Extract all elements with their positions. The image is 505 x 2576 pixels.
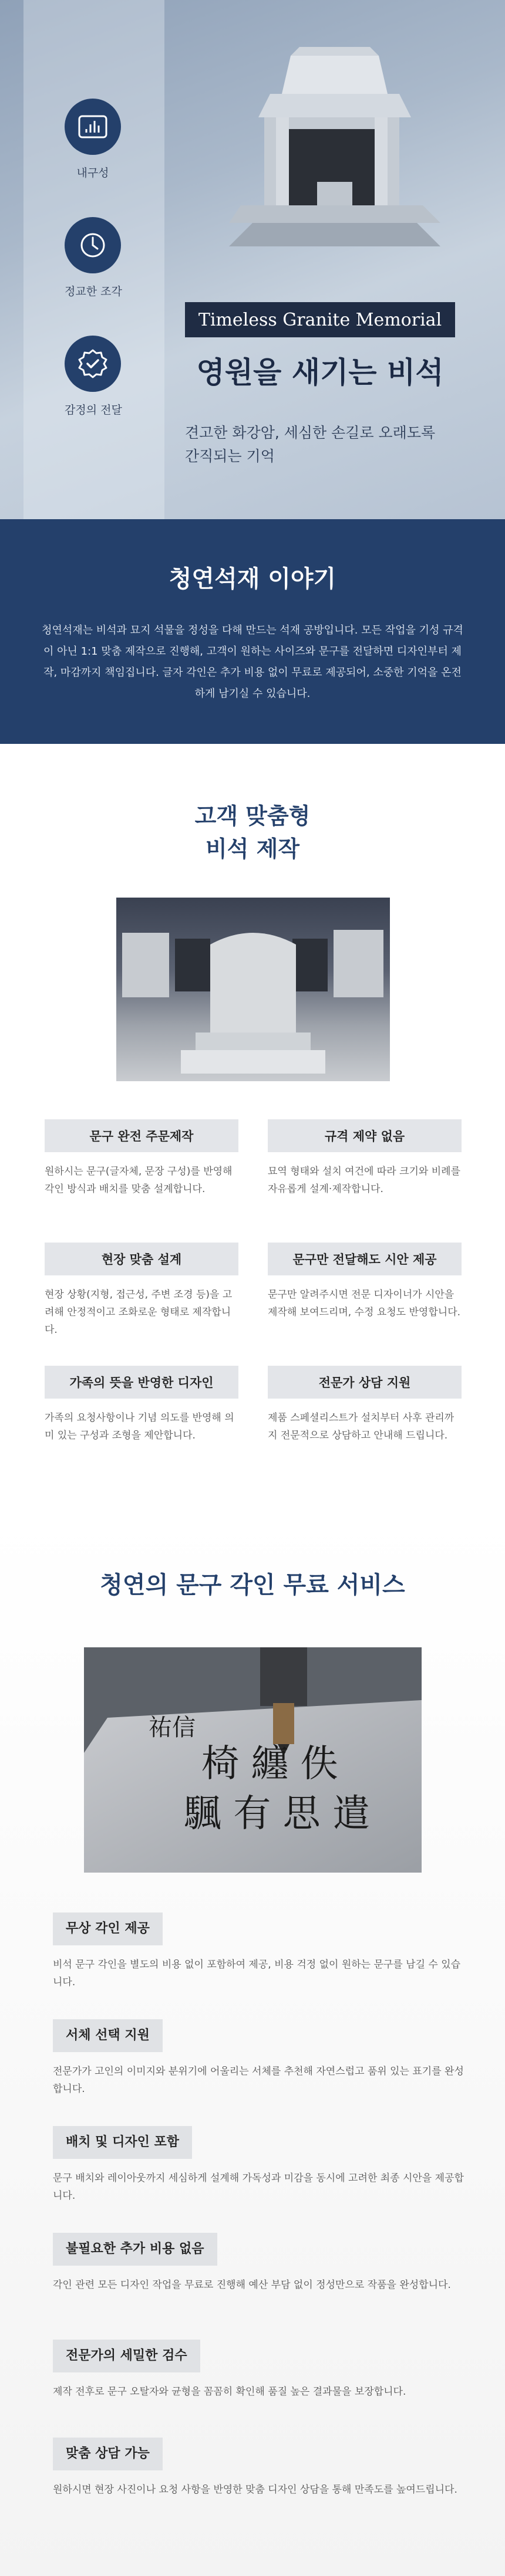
feature-precision [65,217,121,299]
dial-clock-icon [65,217,121,273]
custom-title-line: 비석 제작 [205,836,300,862]
hero-tag: Timeless Granite Memorial [185,302,455,337]
service-item-text: 각인 관련 모든 디자인 작업을 무료로 진행해 예산 부담 없이 정성만으로 작품을 완성합니다. [53,2279,451,2291]
feature-card [268,1119,462,1198]
service-item-text: 전문가가 고인의 이미지와 분위기에 어울리는 서체를 추천해 자연스럽고 품위 있는 표기를 완성합니다. [53,2066,464,2095]
service-item-title: 배치 및 디자인 포함 [53,2126,192,2159]
feature-card [45,1243,238,1339]
feature-card-text: 가족의 요청사항이나 기념 의도를 반영해 의미 있는 구성과 조형을 제안합니다. [45,1412,234,1441]
hero-subtitle [185,421,490,468]
story-section [0,519,505,744]
feature-card-title: 규격 제약 없음 [268,1119,462,1152]
feature-label: 감정의 전달 [65,404,122,417]
engraving-text-top: 祐信 [149,1714,196,1741]
feature-card [268,1243,462,1321]
service-item-text: 비석 문구 각인을 별도의 비용 없이 포함하여 제공, 비용 걱정 없이 원하는 문구를 남길 수 있습니다. [53,1959,461,1988]
feature-card-text: 현장 상황(지형, 접근성, 주변 조경 등)을 고려해 안정적이고 조화로운 형태로 제작합니다. [45,1289,233,1336]
feature-card-title: 문구 완전 주문제작 [45,1119,238,1152]
hero-subtitle-line: 견고한 화강암, 세심한 손길로 오래도록 [185,424,436,441]
hero-title: 영원을 새기는 비석 [196,356,444,390]
feature-label: 내구성 [76,167,109,180]
service-item [53,2233,464,2294]
custom-title [0,800,505,865]
service-item [53,2438,464,2499]
story-body: 청연석재는 비석과 묘지 석물을 정성을 다해 만드는 석재 공방입니다. 모든 작업을 기성 규격이 아닌 1:1 맞춤 제작으로 진행해, 고객이 원하는 사이즈와 문구를 전달하면 디자인부터 제작, 마감까지 책임집니다. 글자 각인은 추가 비용 없이 무료로 제공되어, 소중한 기억을 온전하게 남기실 수 있습니다. [42,624,463,700]
custom-section [0,744,505,1514]
feature-card-text: 원하시는 문구(글자체, 문장 구성)를 반영해 각인 방식과 배치를 맞춤 설계합니다. [45,1166,233,1195]
engraving-machine-photo [84,1647,422,1873]
service-item [53,1912,464,1991]
service-item-text: 문구 배치와 레이아웃까지 세심하게 설계해 가독성과 미감을 동시에 고려한 최종 시안을 제공합니다. [53,2172,464,2202]
feature-card [45,1366,238,1444]
engraving-service-section [0,1514,505,2576]
service-item [53,2019,464,2098]
hero-subtitle-line: 간직되는 기억 [185,448,275,465]
service-title: 청연의 문구 각인 무료 서비스 [100,1572,405,1599]
engraving-text-line1: 椅 纏 佚 [201,1742,338,1786]
feature-card-title: 현장 맞춤 설계 [45,1243,238,1275]
check-badge-icon [65,336,121,392]
feature-card [268,1366,462,1444]
feature-durability [65,99,121,180]
service-item-title: 맞춤 상담 가능 [53,2438,163,2470]
service-item [53,2126,464,2205]
service-item-title: 불필요한 추가 비용 없음 [53,2233,217,2266]
engraving-text-line2: 颿 有 思 遣 [184,1792,371,1836]
feature-emotion [65,336,121,417]
service-item-text: 제작 전후로 문구 오탈자와 균형을 꼼꼼히 확인해 품질 높은 결과물을 보장합니다. [53,2386,406,2398]
feature-card-text: 묘역 형태와 설치 여건에 따라 크기와 비례를 자유롭게 설계·제작합니다. [268,1166,461,1195]
service-item [53,2340,464,2401]
feature-card-title: 가족의 뜻을 반영한 디자인 [45,1366,238,1399]
feature-card [45,1119,238,1198]
feature-label: 정교한 조각 [65,285,122,298]
granite-monument-image [229,47,440,246]
story-title: 청연석재 이야기 [169,566,336,593]
feature-card-title: 문구만 전달해도 시안 제공 [268,1243,462,1275]
feature-card-title: 전문가 상담 지원 [268,1366,462,1399]
custom-monument-photo [116,898,390,1081]
feature-card-text: 제품 스페셜리스트가 설치부터 사후 관리까지 전문적으로 상담하고 안내해 드립니다. [268,1412,455,1441]
service-item-title: 서체 선택 지원 [53,2019,163,2052]
durability-chart-icon [65,99,121,155]
custom-title-line: 고객 맞춤형 [194,803,311,829]
service-item-title: 전문가의 세밀한 검수 [53,2340,200,2372]
service-item-text: 원하시면 현장 사진이나 요청 사항을 반영한 맞춤 디자인 상담을 통해 만족도를 높여드립니다. [53,2484,457,2496]
hero-section [0,0,505,519]
feature-card-text: 문구만 알려주시면 전문 디자이너가 시안을 제작해 보여드리며, 수정 요청도 반영합니다. [268,1289,461,1318]
service-item-title: 무상 각인 제공 [53,1912,163,1945]
